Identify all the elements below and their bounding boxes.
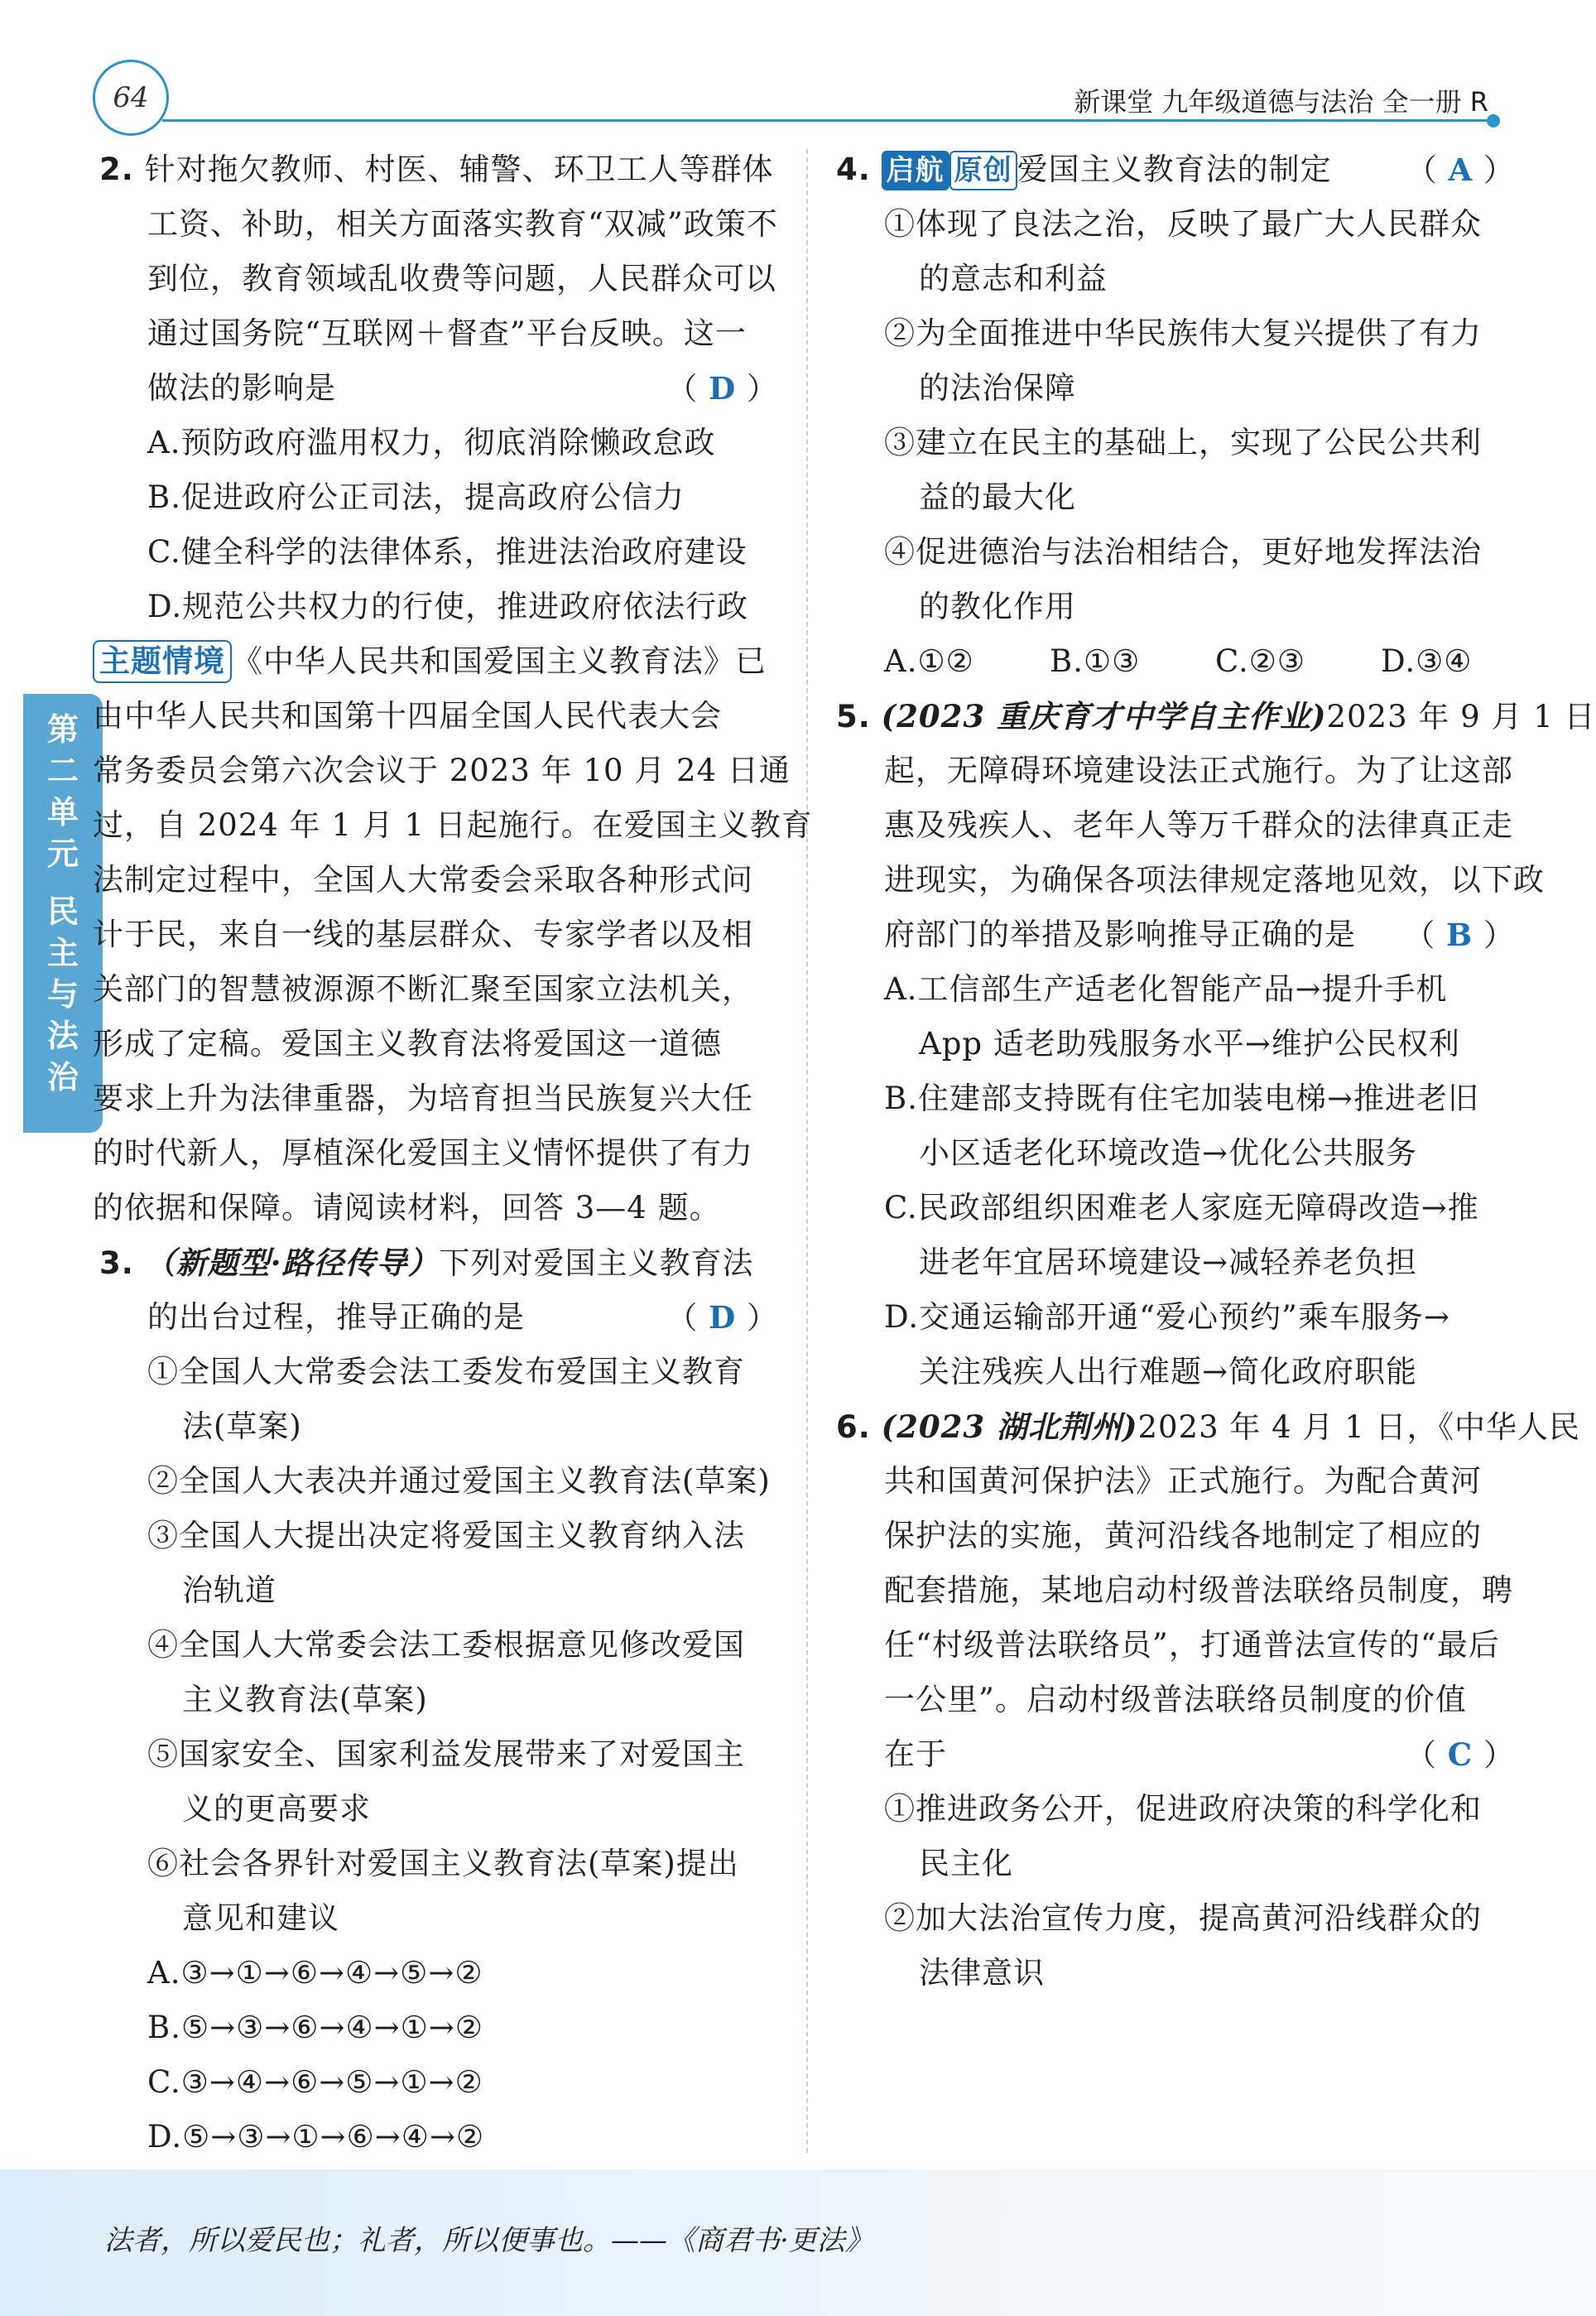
option-d: D.③④ bbox=[1381, 643, 1473, 679]
question-number: 4. bbox=[836, 152, 871, 187]
theme-context-tag: 主题情境 bbox=[93, 640, 232, 683]
header-rule bbox=[162, 119, 1493, 122]
statement-item: 义的更高要求 bbox=[182, 1791, 371, 1827]
footer-motto: 法者，所以爱民也；礼者，所以便事也。——《商君书·更法》 bbox=[104, 2224, 873, 2257]
question-text: 下列对爱国主义教育法 bbox=[439, 1245, 754, 1281]
option-c: C.民政部组织困难老人家庭无障碍改造→推 bbox=[884, 1190, 1479, 1225]
question-text: 进现实，为确保各项法律规定落地见效，以下政 bbox=[884, 862, 1545, 898]
option-a: A.③→①→⑥→④→⑤→② bbox=[147, 1955, 483, 1991]
statement-item: ③建立在民主的基础上，实现了公民公共利 bbox=[884, 425, 1482, 460]
unit-tab-char: 二 bbox=[46, 753, 79, 789]
statement-item: ③全国人大提出决定将爱国主义教育纳入法 bbox=[147, 1518, 745, 1553]
unit-tab-char: 元 bbox=[46, 835, 79, 872]
answer-letter: C bbox=[1447, 1736, 1473, 1773]
statement-item: ②为全面推进中华民族伟大复兴提供了有力 bbox=[884, 315, 1482, 351]
option-c: C.③→④→⑥→⑤→①→② bbox=[147, 2064, 483, 2100]
question-source: （新题型·路径传导） bbox=[144, 1245, 440, 1281]
page-header bbox=[0, 0, 1596, 141]
question-5 bbox=[836, 689, 1596, 1399]
answer-letter: D bbox=[709, 370, 737, 407]
statement-item: ④促进德治与法治相结合，更好地发挥法治 bbox=[884, 534, 1482, 570]
theme-context bbox=[93, 634, 813, 1235]
book-title: 新课堂 九年级道德与法治 全一册 R bbox=[1074, 86, 1488, 118]
answer-bracket: （ C ） bbox=[1406, 1736, 1515, 1773]
context-text: 常务委员会第六次会议于 2023 年 10 月 24 日通 bbox=[93, 753, 791, 788]
question-6 bbox=[836, 1399, 1581, 2001]
question-text: 在于 bbox=[884, 1736, 947, 1772]
left-column bbox=[93, 142, 813, 2164]
question-text: 针对拖欠教师、村医、辅警、环卫工人等群体 bbox=[144, 152, 774, 187]
option-d: D.⑤→③→①→⑥→④→② bbox=[147, 2119, 485, 2155]
context-text: 的依据和保障。请阅读材料，回答 3—4 题。 bbox=[93, 1190, 721, 1225]
question-source: (2023 重庆育才中学自主作业) bbox=[881, 698, 1327, 734]
option-a: A.工信部生产适老化智能产品→提升手机 bbox=[884, 971, 1448, 1007]
unit-tab-gap bbox=[23, 874, 103, 891]
unit-tab-char: 主 bbox=[46, 935, 79, 971]
option-b-cont: 小区适老化环境改造→优化公共服务 bbox=[919, 1135, 1418, 1171]
answer-bracket: （ D ） bbox=[666, 1299, 778, 1336]
statement-item: 的法治保障 bbox=[919, 370, 1076, 406]
statement-item: ④全国人大常委会法工委根据意见修改爱国 bbox=[147, 1627, 745, 1663]
option-d-cont: 关注残疾人出行难题→简化政府职能 bbox=[919, 1354, 1418, 1389]
statement-item: 主义教育法(草案) bbox=[182, 1682, 428, 1717]
statement-item: ①体现了良法之治，反映了最广大人民群众 bbox=[884, 206, 1482, 242]
unit-tab-char: 单 bbox=[46, 794, 79, 831]
statement-item: ②全国人大表决并通过爱国主义教育法(草案) bbox=[147, 1463, 771, 1499]
context-text: 由中华人民共和国第十四届全国人民代表大会 bbox=[93, 698, 722, 734]
question-text: 起，无障碍环境建设法正式施行。为了让这部 bbox=[884, 753, 1513, 788]
question-2 bbox=[99, 142, 778, 634]
option-b: B.促进政府公正司法，提高政府公信力 bbox=[147, 479, 685, 515]
context-text: 关部门的智慧被源源不断汇聚至国家立法机关， bbox=[93, 971, 753, 1007]
question-text: 配套措施，某地启动村级普法联络员制度，聘 bbox=[884, 1572, 1513, 1608]
unit-side-tab bbox=[23, 694, 103, 1133]
option-a: A.预防政府滥用权力，彻底消除懒政怠政 bbox=[147, 425, 716, 460]
statement-item: 民主化 bbox=[919, 1846, 1013, 1881]
column-divider bbox=[806, 149, 810, 2153]
unit-tab-char: 法 bbox=[46, 1018, 79, 1054]
unit-tab-char: 民 bbox=[46, 893, 79, 930]
right-column bbox=[836, 142, 1596, 2001]
question-text: 的出台过程，推导正确的是 bbox=[147, 1299, 525, 1335]
qihang-tag: 启航 bbox=[882, 151, 949, 190]
unit-tab-char: 与 bbox=[46, 976, 79, 1013]
statement-item: ①全国人大常委会法工委发布爱国主义教育 bbox=[147, 1354, 745, 1389]
statement-item: ②加大法治宣传力度，提高黄河沿线群众的 bbox=[884, 1900, 1482, 1936]
unit-tab-char: 第 bbox=[46, 711, 79, 748]
statement-item: 法(草案) bbox=[182, 1408, 302, 1444]
question-text: 到位，教育领域乱收费等问题，人民群众可以 bbox=[147, 261, 776, 296]
header-rule-dot bbox=[1487, 114, 1500, 128]
option-b: B.住建部支持既有住宅加装电梯→推进老旧 bbox=[884, 1081, 1479, 1116]
context-text: 《中华人民共和国爱国主义教育法》已 bbox=[232, 643, 767, 679]
statement-item: ⑤国家安全、国家利益发展带来了对爱国主 bbox=[147, 1736, 745, 1772]
context-text: 的时代新人，厚植深化爱国主义情怀提供了有力 bbox=[93, 1135, 753, 1171]
option-a-cont: App 适老助残服务水平→维护公民权利 bbox=[919, 1026, 1460, 1062]
statement-item: 意见和建议 bbox=[182, 1900, 339, 1936]
option-a: A.①② bbox=[884, 643, 974, 679]
original-tag: 原创 bbox=[949, 151, 1017, 190]
context-text: 形成了定稿。爱国主义教育法将爱国这一道德 bbox=[93, 1026, 722, 1062]
question-4 bbox=[836, 142, 1515, 689]
question-text: 一公里”。启动村级普法联络员制度的价值 bbox=[884, 1682, 1467, 1717]
options-row bbox=[836, 634, 1515, 689]
option-d: D.交通运输部开通“爱心预约”乘车服务→ bbox=[884, 1299, 1450, 1335]
context-text: 要求上升为法律重器，为培育担当民族复兴大任 bbox=[93, 1081, 753, 1116]
question-number: 6. bbox=[836, 1409, 871, 1445]
question-text: 2023 年 4 月 1 日，《中华人民 bbox=[1137, 1409, 1581, 1445]
option-c: C.健全科学的法律体系，推进法治政府建设 bbox=[147, 534, 748, 570]
question-text: 工资、补助，相关方面落实教育“双减”政策不 bbox=[147, 206, 778, 242]
answer-letter: D bbox=[709, 1299, 737, 1336]
statement-item: 治轨道 bbox=[182, 1572, 276, 1608]
question-text: 保护法的实施，黄河沿线各地制定了相应的 bbox=[884, 1518, 1482, 1553]
option-b: B.①③ bbox=[1050, 643, 1141, 679]
answer-bracket: （ D ） bbox=[666, 370, 778, 407]
answer-bracket: （ B ） bbox=[1404, 917, 1515, 953]
question-text: 府部门的举措及影响推导正确的是 bbox=[884, 917, 1356, 952]
option-c-cont: 进老年宜居环境建设→减轻养老负担 bbox=[919, 1245, 1418, 1280]
answer-letter: A bbox=[1448, 152, 1473, 188]
statement-item: ⑥社会各界针对爱国主义教育法(草案)提出 bbox=[147, 1846, 739, 1881]
answer-bracket: （ A ） bbox=[1406, 152, 1515, 188]
question-text: 任“村级普法联络员”，打通普法宣传的“最后 bbox=[884, 1627, 1500, 1663]
statement-item: ①推进政务公开，促进政府决策的科学化和 bbox=[884, 1791, 1482, 1827]
question-source: (2023 湖北荆州) bbox=[881, 1408, 1138, 1445]
question-text: 共和国黄河保护法》正式施行。为配合黄河 bbox=[884, 1463, 1482, 1499]
question-text: 惠及残疾人、老年人等万千群众的法律真正走 bbox=[884, 807, 1513, 843]
statement-item: 的意志和利益 bbox=[919, 261, 1108, 296]
question-text: 爱国主义教育法的制定 bbox=[1017, 152, 1332, 187]
question-text: 做法的影响是 bbox=[147, 370, 336, 406]
option-d: D.规范公共权力的行使，推进政府依法行政 bbox=[147, 589, 749, 624]
unit-tab-char: 治 bbox=[46, 1059, 79, 1095]
context-text: 过，自 2024 年 1 月 1 日起施行。在爱国主义教育 bbox=[93, 807, 813, 843]
page-number: 64 bbox=[93, 60, 169, 136]
context-text: 法制定过程中，全国人大常委会采取各种形式问 bbox=[93, 862, 753, 898]
statement-item: 的教化作用 bbox=[919, 589, 1076, 624]
option-b: B.⑤→③→⑥→④→①→② bbox=[147, 2010, 483, 2045]
question-number: 5. bbox=[836, 699, 871, 734]
question-number: 2. bbox=[99, 152, 134, 187]
question-3 bbox=[99, 1235, 778, 2164]
question-text: 2023 年 9 月 1 日 bbox=[1326, 699, 1596, 734]
statement-item: 益的最大化 bbox=[919, 479, 1076, 515]
question-text: 通过国务院“互联网＋督查”平台反映。这一 bbox=[147, 315, 747, 351]
answer-letter: B bbox=[1445, 917, 1473, 953]
context-text: 计于民，来自一线的基层群众、专家学者以及相 bbox=[93, 917, 753, 952]
option-c: C.②③ bbox=[1215, 643, 1306, 679]
question-number: 3. bbox=[99, 1245, 134, 1281]
statement-item: 法律意识 bbox=[919, 1955, 1045, 1991]
